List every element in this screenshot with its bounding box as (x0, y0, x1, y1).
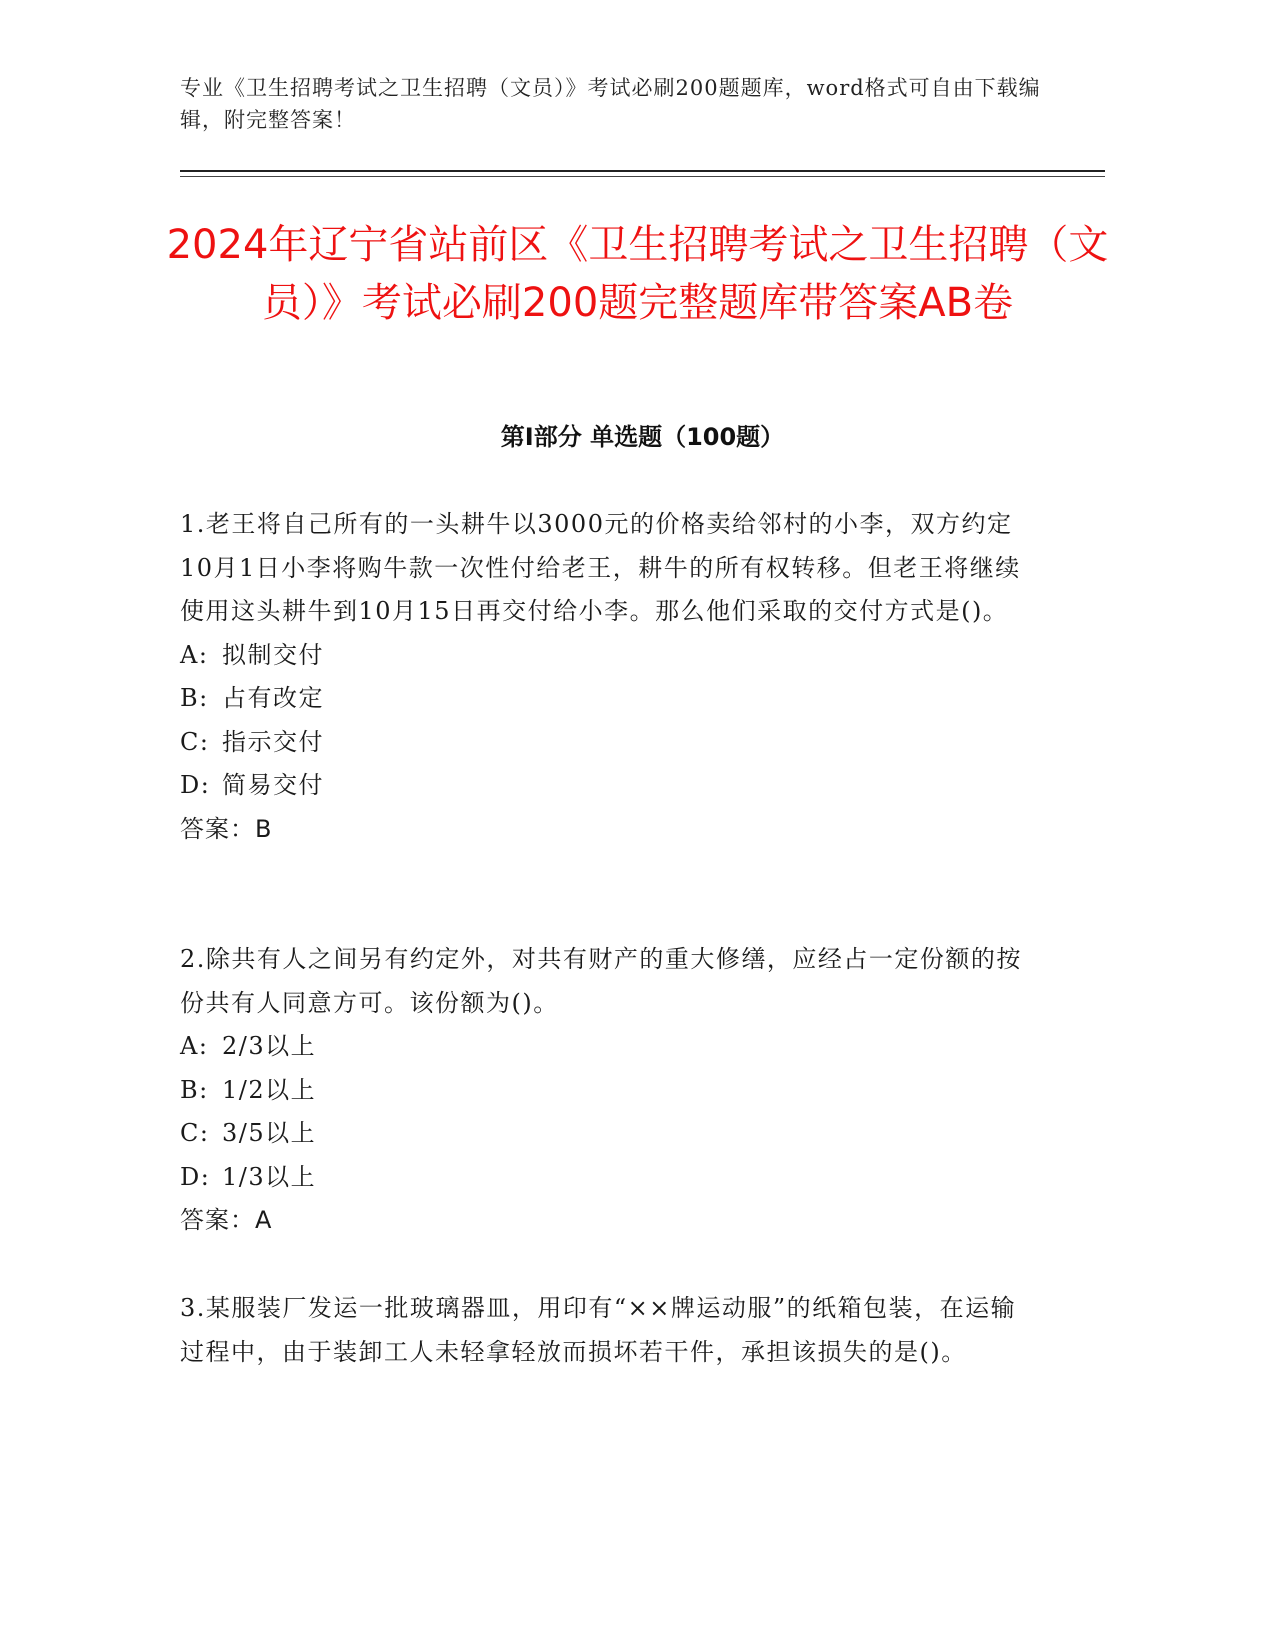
option-key: B: (180, 1075, 209, 1104)
option-key: C: (180, 1119, 210, 1147)
option-text: 3/5以上 (222, 1119, 317, 1147)
option-text: 拟制交付 (222, 640, 324, 669)
option-text: 2/3以上 (222, 1032, 317, 1060)
header-rule-thin (180, 176, 1105, 177)
option-a (180, 634, 1040, 678)
option-b (180, 677, 1040, 721)
header-rule-thick (180, 170, 1105, 172)
document-title: 2024年辽宁省站前区《卫生招聘考试之卫生招聘（文员）》考试必刷200题完整题库带答案AB卷 (166, 222, 1109, 326)
option-text: 1/2以上 (222, 1075, 317, 1104)
option-key: B: (180, 684, 209, 712)
question-2 (180, 938, 1040, 1243)
option-text: 简易交付 (222, 771, 324, 799)
option-text: 占有改定 (222, 684, 324, 712)
question-stem: 2.除共有人之间另有约定外，对共有财产的重大修缮，应经占一定份额的按份共有人同意方可。该份额为()。 (180, 945, 1022, 1017)
answer-line: 答案：A (180, 1206, 273, 1234)
question-3 (180, 1287, 1040, 1374)
option-text: 指示交付 (222, 727, 324, 756)
question-stem: 3.某服装厂发运一批玻璃器皿，用印有“××牌运动服”的纸箱包装，在运输过程中，由于装卸工人未轻拿轻放而损坏若干件，承担该损失的是()。 (180, 1294, 1017, 1366)
section-title: 第Ⅰ部分 单选题（100题） (500, 423, 785, 451)
option-a (180, 1025, 1040, 1069)
option-key: A: (180, 640, 209, 669)
option-key: D: (180, 771, 211, 799)
question-1 (180, 503, 1040, 851)
option-d (180, 1156, 1040, 1200)
option-b (180, 1069, 1040, 1113)
header-note: 专业《卫生招聘考试之卫生招聘（文员）》考试必刷200题题库，word格式可自由下载编辑，附完整答案！ (180, 76, 1041, 132)
option-text: 1/3以上 (222, 1162, 317, 1191)
option-key: C: (180, 727, 210, 756)
option-c (180, 721, 1040, 765)
option-key: D: (180, 1162, 211, 1191)
option-c (180, 1112, 1040, 1156)
question-stem: 1.老王将自己所有的一头耕牛以3000元的价格卖给邻村的小李，双方约定10月1日小李将购牛款一次性付给老王，耕牛的所有权转移。但老王将继续使用这头耕牛到10月15日再交付给小李。那么他们采取的交付方式是()。 (180, 510, 1021, 625)
option-d (180, 764, 1040, 808)
option-key: A: (180, 1032, 209, 1060)
answer-line: 答案：B (180, 814, 273, 843)
